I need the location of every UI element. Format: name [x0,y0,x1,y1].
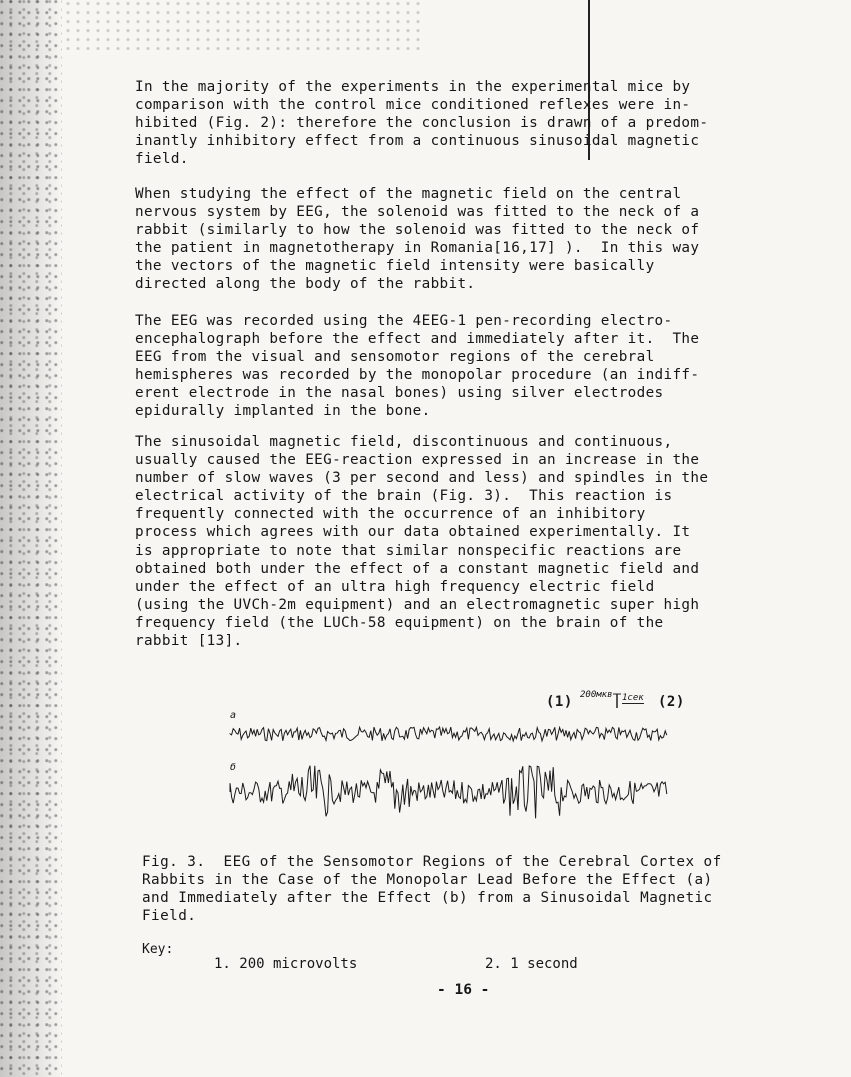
figure-caption: Fig. 3. EEG of the Sensomotor Regions of the Cerebral Cortex of Rabbits in the Case of the Monopolar Lead Before the Effect (a) and Immediately after the Effect (b) from a Sinusoidal Magnetic Field. [142,854,722,925]
eeg-trace-a [230,727,667,741]
figure-calibration-voltage: 200мкв [580,690,613,700]
key-item-1: 1. 200 microvolts [214,956,358,972]
figure-calibration-time: 1сек [622,693,644,703]
paragraph-1: In the majority of the experiments in the experimental mice by comparison with the control mice conditioned reflexes were in- hibited (Fig. 2): therefore the conclusion is drawn of a predom- inantly inhibitory effect from a continuous sinusoidal magnetic field. [135,79,709,168]
paragraph-4: The sinusoidal magnetic field, discontinuous and continuous, usually caused the EEG-reaction expressed in an increase in the number of slow waves (3 per second and less) and spindles in the electrical activity of the brain (Fig. 3). This reaction is frequently connected with the occurrence of an inhibitory process which agrees with our data obtained experimentally. It is appropriate to note that similar nonspecific reactions are obtained both under the effect of a constant magnetic field and under the effect of an ultra high frequency electric field (using the UVCh-2m equipment) and an electromagnetic super high frequency field (the LUCh-58 equipment) on the brain of the rabbit [13]. [135,434,709,650]
trace-a-label: a [230,710,237,721]
figure-key-label-2: (2) [658,694,685,710]
scan-edge-noise [0,0,62,1077]
paragraph-3: The EEG was recorded using the 4EEG-1 pen-recording electro- encephalograph before the effect and immediately after it. The EEG from the visual and sensomotor regions of the cerebral hemispheres was recorded by the monopolar procedure (an indiff- erent electrode in the nasal bones) using silver electrodes epidurally implanted in the bone. [135,313,700,420]
eeg-figure [220,688,685,838]
trace-b-label: б [230,762,237,773]
figure-key-label-1: (1) [546,694,573,710]
eeg-traces [220,688,680,838]
paragraph-2: When studying the effect of the magnetic field on the central nervous system by EEG, the solenoid was fitted to the neck of a rabbit (similarly to how the solenoid was fitted to the neck of the patient in magnetotherapy in Romania[16,17] ). In this way the vectors of the magnetic field intensity were basically directed along the body of the rabbit. [135,186,700,293]
eeg-trace-b [230,766,667,819]
scan-smudge [65,0,425,50]
key-item-2: 2. 1 second [485,956,578,972]
page-number: - 16 - [437,982,490,998]
key-title: Key: [142,942,174,957]
